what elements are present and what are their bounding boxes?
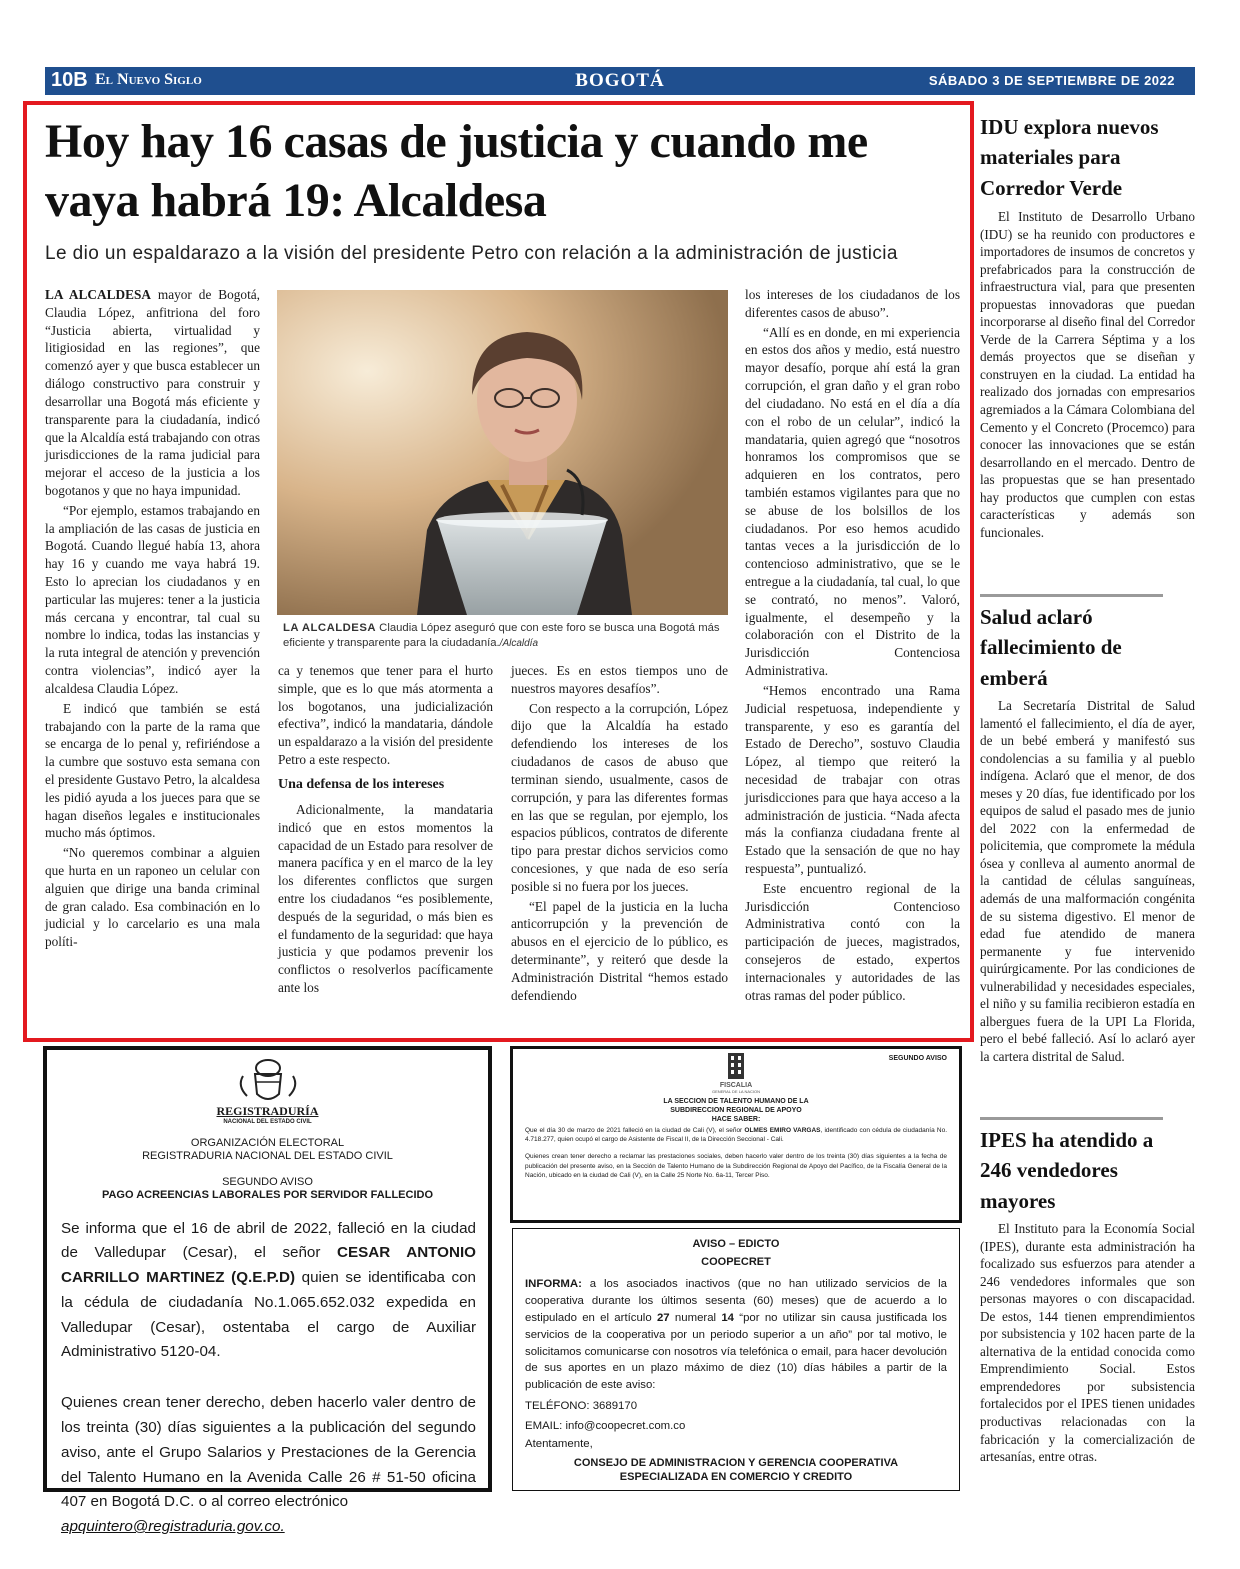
registraduria-logo-subtext: NACIONAL DEL ESTADO CIVIL [223, 1119, 312, 1125]
notice-title: AVISO – EDICTO [692, 1238, 780, 1250]
photo-caption [283, 621, 723, 652]
registraduria-logo [47, 1056, 488, 1110]
article-column-3 [511, 662, 728, 1006]
paragraph: “Por ejemplo, estamos trabajando en la ampliación de las casas de justicia en Bogotá. Cuando llegué había 13, ahora hay 16 y cuando me vaya habrá 19. Esto lo aprecian los ciudadanos y en particular las mujeres: tener a la justicia más cercana y encontrar, tal cual su nombre lo indica, todas las instancias y la ruta integral de atención y prevención contra violencias”, indicó ayer la alcaldesa Claudia López. [45, 502, 260, 696]
article-column-2 [278, 662, 493, 999]
notice-coopecret [512, 1228, 960, 1491]
caption-text: Claudia López aseguró que con este foro se busca una Bogotá más eficiente y transparente para la ciudadanía. [283, 622, 720, 650]
notice-heading-line: LA SECCION DE TALENTO HUMANO DE LA [663, 1098, 809, 1105]
paragraph: Con respecto a la corrupción, López dijo que la Alcaldía ha estado defendiendo los intereses de los ciudadanos de casos de abuso que terminan siendo, usualmente, casos de corrupción, y para las diferentes formas en las que se regulan, por ejemplo, los espacios públicos, contratos de diferente tipo para prestar dichos servicios como concesiones, y que nada de eso sería posible si no fuera por los jueces. [511, 700, 728, 894]
paragraph: “Hemos encontrado una Rama Judicial respetuosa, independiente y transparente, y eso es garantía del Estado de Derecho”, sostuvo Claudia López, al tiempo que reiteró la necesidad de trabajar con otras jurisdicciones para que haya acceso a la administración de justicia. “Nada afecta más la confianza ciudadana frente al Estado que la sensación de que no hay respuesta”, puntualizó. [745, 682, 960, 876]
photo-credit: /Alcaldía [499, 638, 539, 650]
issue-date: SÁBADO 3 DE SEPTIEMBRE DE 2022 [928, 73, 1175, 88]
article-headline: Hoy hay 16 casas de justicia y cuando me vaya habrá 19: Alcaldesa [45, 115, 868, 227]
notice-aviso-label: SEGUNDO AVISO [222, 1176, 313, 1189]
notice-signature-line: ESPECIALIZADA EN COMERCIO Y CREDITO [619, 1471, 853, 1484]
sidebar-title-idu: IDU explora nuevos materiales para Corredor Verde [980, 115, 1159, 200]
notice-text: “por no utilizar sin causa justificada los servicios de la cooperativa por un periodo superior a un año” por tal motivo, le solicitamos comunicarse con nosotros vía telefónica o email, para hacer devolución de sus aportes en un plazo máximo de diez (10) días hábiles a partir de la publicación de este aviso: [525, 1311, 947, 1392]
paragraph: “No queremos combinar a alguien que hurta en un raponeo un celular con alguien que dirige una banda criminal de gran calado. Esa combinación en lo judicial y lo carcelario es una mala políti- [45, 845, 260, 950]
notice-text: quien se identificaba con la cédula de ciudadanía No.1.065.652.032 expedida en Valledupar (Cesar), ostentaba el cargo de Auxiliar Administrativo 5120-04. [61, 1269, 476, 1361]
paragraph: “El papel de la justicia en la lucha anticorrupción y la prevención de abusos en el ejercicio de lo público, es determinante”, y reiteró que desde la Administración Distrital “hemos estado defendiendo [511, 898, 728, 1003]
fiscalia-logo-text: FISCALIA [719, 1082, 753, 1089]
paragraph: mayor de Bogotá, Claudia López, anfitriona del foro “Justicia abierta, virtualidad y litigiosidad en las regiones”, que comenzó ayer y que busca establecer un diálogo constructivo para construir y desarrollar una Bogotá más eficiente y transparente para la ciudadanía, indicó que la Alcaldía está trabajando con otras jurisdicciones de la rama judicial para mejorar el acceso de la justicia a los bogotanos y que no haya impunidad. [45, 287, 261, 498]
section-name: BOGOTÁ [575, 70, 665, 91]
portrait-illustration [277, 290, 728, 615]
notice-body-2: Quienes crean tener derecho a reclamar las prestaciones sociales, deben hacerlo valer dentro de los treinta (30) días siguientes a la fecha de publicación del presente aviso, en la Sección de Talento Humano de la Subdirección Regional de Apoyo del Pacífico, de la Fiscalía General de la Nación, ubicado en la ciudad de Cali (V), en la Calle 25 Norte No. 6a-11, Tercer Piso. [525, 1153, 947, 1179]
article-lead: LA ALCALDESA [45, 287, 151, 302]
article-subhead: Una defensa de los intereses [278, 776, 445, 792]
notice-text: , identificado con cédula de ciudadanía No. 4.718.277, quien ocupó el cargo de Asistente de Fiscal II, de la Dirección Seccional - Cali. [525, 1127, 948, 1144]
article-photo [277, 290, 728, 615]
paragraph: La Secretaría Distrital de Salud lamentó el fallecimiento, el día de ayer, de un bebé emberá y manifestó sus condolencias a su familia y al pueblo indígena. Aclaró que el menor, de dos meses y 20 días, fue identificado por los equipos de salud el pasado mes de junio del 2022 con la enfermedad de policitemia, que compromete la médula ósea y conlleva al aumento anormal de la cantidad de células sanguíneas, además de una malformación congénita de su sistema digestivo. El menor de edad fue atendido de manera permanente y fue intervenido quirúrgicamente. Por las condiciones de vulnerabilidad y necesidades especiales, el niño y su familia recibieron estadía en albergues fuera de la UPI La Florida, pero el bebé falleció. Así lo aclaró ayer la cartera distrital de Salud. [980, 698, 1195, 1064]
notice-email-link[interactable]: apquintero@registraduria.gov.co. [61, 1518, 285, 1536]
notice-signature-line: CONSEJO DE ADMINISTRACION Y GERENCIA COOPERATIVA [573, 1457, 899, 1470]
notice-body-1 [525, 1126, 947, 1144]
masthead-bar [45, 67, 1195, 95]
registraduria-logo-text: REGISTRADURÍA [216, 1104, 319, 1118]
sidebar-body-salud [980, 697, 1195, 1065]
paragraph: Adicionalmente, la mandataria indicó que en estos momentos la capacidad de un Estado para resolver de manera pacífica y en el marco de la ley los diferentes conflictos que surgen entre los ciudadanos “es posiblemente, después de la seguridad, o más bien es el fundamento de la seguridad: que haya justicia y que podamos prevenir los conflictos o resolverlos pacíficamente ante los [278, 801, 493, 995]
paragraph: El Instituto para la Economía Social (IPES), durante esta administración ha focalizado sus esfuerzos para atender a 246 vendedores informales que son personas mayores o con discapacidad. De estos, 144 tienen emprendimientos por subsistencia y 102 hacen parte de la alternativa de la entidad conocida como Emprendimiento Social. Estos emprendedores por subsistencia fortalecidos por el IPES tienen unidades productivas relacionadas con la fabricación y la comercialización de artesanías, entre otras. [980, 1221, 1195, 1465]
notice-heading-line: SUBDIRECCION REGIONAL DE APOYO [670, 1107, 802, 1115]
sidebar-title-salud: Salud aclaró fallecimiento de emberá [980, 605, 1122, 690]
notice-lead: INFORMA: [525, 1278, 582, 1290]
notice-org: COOPECRET [701, 1256, 771, 1268]
paragraph: El Instituto de Desarrollo Urbano (IDU) se ha reunido con productores e importadores de insumos de concretos y prefabricados para la construcción de infraestructura vial, para que presenten propuestas innovadoras que puedan incorporarse al diseño final del Corredor Verde de la Carrera Séptima y a los demás proyectos que se diseñan y construyen en la ciudad. La entidad ha realizado dos jornadas con empresarios agremiados a la Cámara Colombiana del Cemento y el Concreto (Procemco) para conocer las innovaciones que se están desarrollando en el mercado. Dentro de las propuestas que se han presentado hay productos que cumplen con estas características y además son funcionales. [980, 209, 1195, 540]
notice-org-line: REGISTRADURIA NACIONAL DEL ESTADO CIVIL [142, 1149, 393, 1162]
article-number: 27 [656, 1311, 670, 1324]
paragraph: “Allí es en donde, en mi experiencia en estos dos años y medio, está nuestro mayor desafío, porque ahí está la gran corrupción, el gran daño y el gran robo del ciudadano. No está en el día a día con el robo de un celular”, indicó la mandataria, quien agregó que “nosotros honramos los compromisos que se adquieren en los contratos, pero también estamos vigilantes para que no se abuse de los bolsillos de los ciudadanos. Por eso hemos acudido tantas veces a la jurisdicción de lo contencioso administrativo, que se le entregue a la ciudadanía, tal cual, lo que se contrató, no menos”. Valoró, igualmente, el desempeño y la colaboración con el Distrito de la Jurisdicción Contenciosa Administrativa. [745, 324, 960, 679]
fiscalia-building-icon [716, 1051, 756, 1081]
notice-text: Se informa que el 16 de abril de 2022, falleció en la ciudad de Valledupar (Cesar), el señor [61, 1219, 476, 1262]
notice-body-2 [61, 1391, 476, 1540]
paragraph: jueces. Es en estos tiempos uno de nuestros mayores desafíos”. [511, 663, 728, 696]
numeral-number: 14 [721, 1311, 735, 1324]
newspaper-name: El Nuevo Siglo [95, 71, 202, 88]
notice-text: Que el día 30 de marzo de 2021 falleció en la ciudad de Cali (V), el señor [525, 1127, 745, 1135]
notice-body-1 [61, 1217, 476, 1366]
paragraph: Este encuentro regional de la Jurisdicción Contencioso Administrativa contó con la participación de jueces, magistrados, consejeros de estado, expertos internacionales y autoridades de las otras ramas del poder público. [745, 880, 960, 1003]
notice-closing: Atentamente, [525, 1438, 593, 1451]
notice-title: PAGO ACREENCIAS LABORALES POR SERVIDOR FALLECIDO [101, 1189, 434, 1202]
notice-body [525, 1276, 947, 1394]
article-column-4 [745, 286, 960, 1007]
notice-aviso-label: SEGUNDO AVISO [888, 1055, 947, 1062]
deceased-name: OLMES EMIRO VARGAS [744, 1127, 821, 1135]
coat-of-arms-icon [233, 1056, 303, 1106]
notice-text: a los asociados inactivos (que no han utilizado servicios de la cooperativa durante los últimos sesenta (60) meses) que de acuerdo a lo estipulado en el artículo [525, 1278, 947, 1324]
caption-label: LA ALCALDESA [283, 622, 377, 634]
paragraph: E indicó que también se está trabajando con la parte de la rama que se encarga de lo penal y, refiriéndose a la cumbre que sostuvo esta semana con el presidente Gustavo Petro, la alcaldesa les pidió ayuda a los jueces para que se hagan diseños legales e institucionales mucho más óptimos. [45, 700, 260, 841]
notice-email[interactable]: EMAIL: info@coopecret.com.co [525, 1420, 686, 1433]
page-number: 10B [51, 69, 88, 91]
notice-text: Quienes crean tener derecho, deben hacerlo valer dentro de los treinta (30) días siguientes a la publicación del segundo aviso, ante el Grupo Salarios y Prestaciones de la Gerencia del Talento Humano en la Avenida Calle 26 # 51-50 oficina 407 en Bogotá D.C. o al correo electrónico [61, 1394, 476, 1511]
paragraph: los intereses de los ciudadanos de los diferentes casos de abuso”. [745, 287, 960, 320]
notice-text: numeral [669, 1311, 722, 1324]
notice-heading-line: HACE SABER: [711, 1116, 761, 1124]
fiscalia-logo-subtext: GENERAL DE LA NACION [711, 1089, 761, 1094]
notice-registraduria [43, 1046, 492, 1536]
sidebar-divider [980, 1117, 1163, 1120]
article-column-1 [45, 286, 260, 953]
notice-phone: TELÉFONO: 3689170 [525, 1400, 638, 1413]
sidebar-title-ipes: IPES ha atendido a 246 vendedores mayores [980, 1128, 1154, 1213]
sidebar-body-ipes [980, 1220, 1195, 1466]
article-subheadline: Le dio un espaldarazo a la visión del presidente Petro con relación a la administración de justicia [45, 243, 898, 264]
notice-org-line: ORGANIZACIÓN ELECTORAL [190, 1137, 345, 1149]
paragraph: ca y tenemos que tener para el hurto simple, que es lo que más atormenta a los bogotanos, una judicialización efectiva”, indicó la mandataria, dándole un espaldarazo a la visión del presidente Petro a este respecto. [278, 663, 493, 768]
deceased-name: CESAR ANTONIO CARRILLO MARTINEZ (Q.E.P.D) [61, 1244, 476, 1287]
sidebar-divider [980, 594, 1163, 597]
notice-fiscalia [510, 1046, 962, 1223]
sidebar-body-idu [980, 208, 1195, 541]
